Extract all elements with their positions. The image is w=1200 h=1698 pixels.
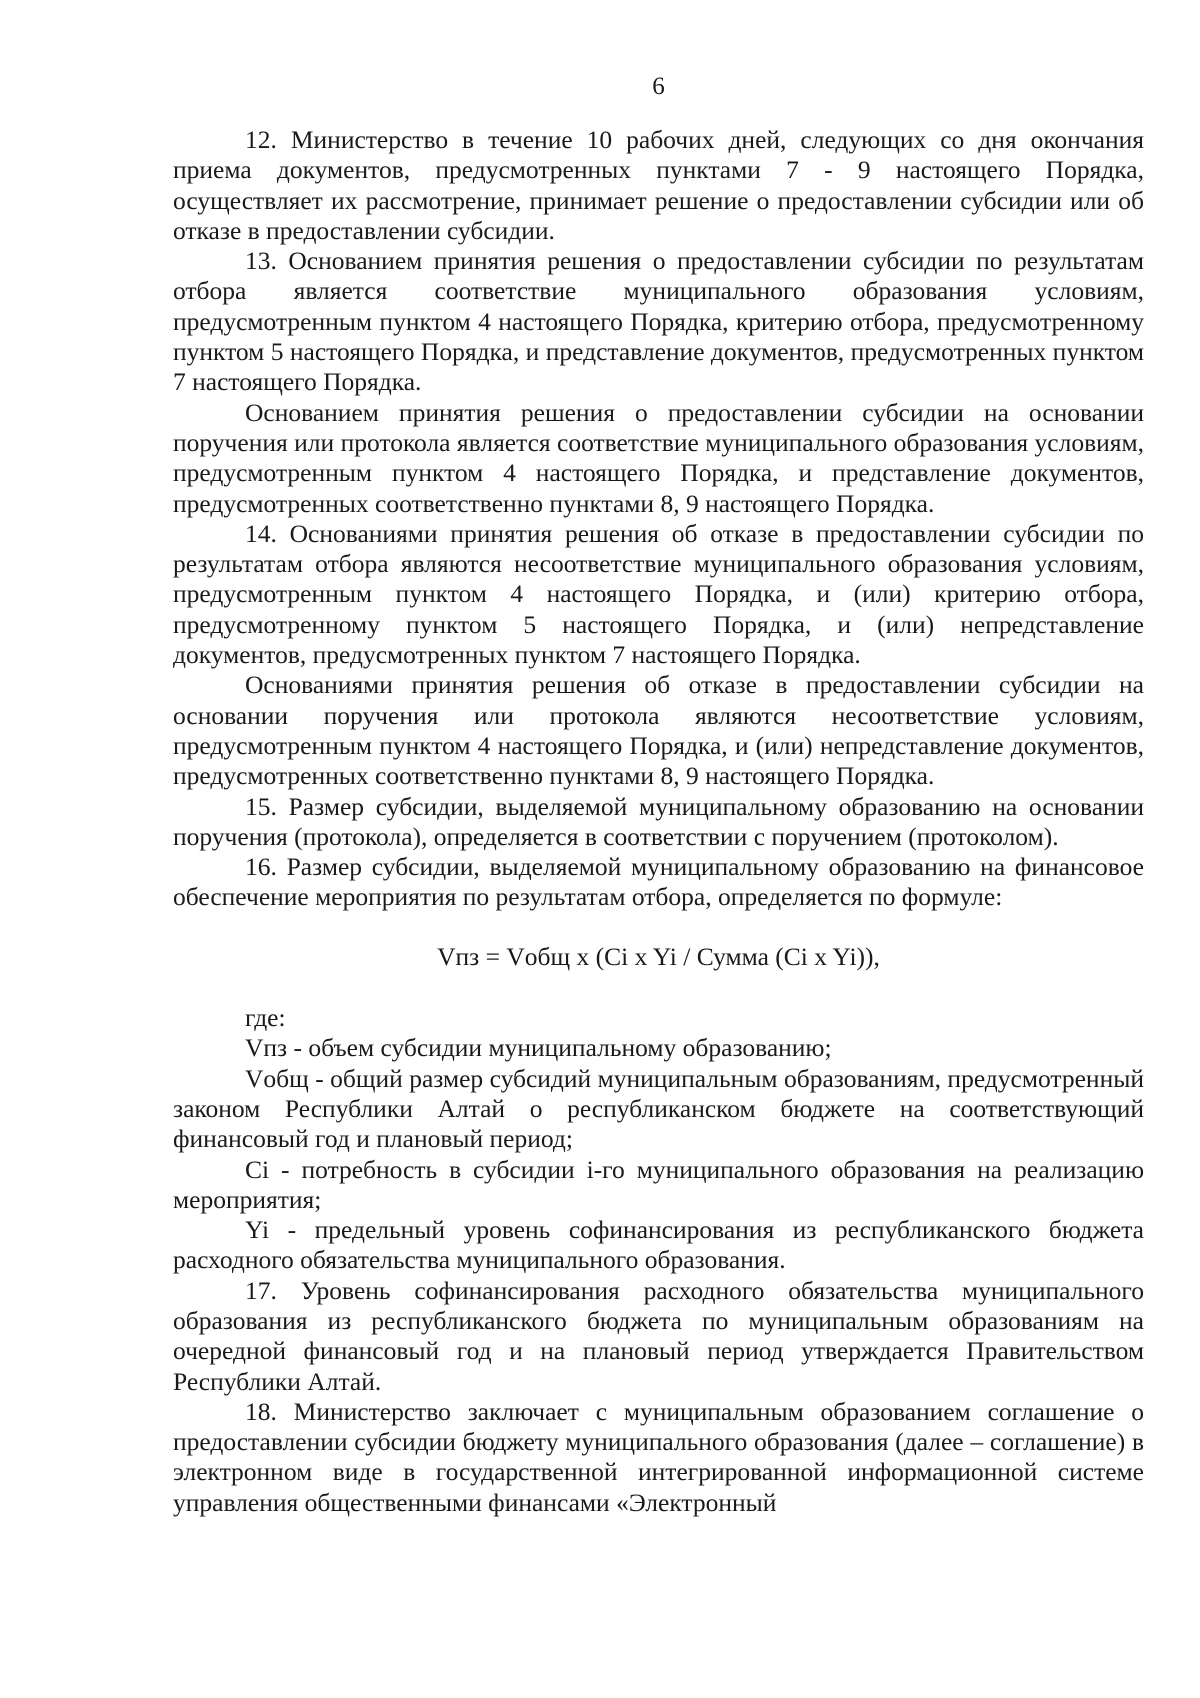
paragraph-13-second: Основанием принятия решения о предоставлении субсидии на основании поручения или протокола является соответствие муниципального образования условиям, предусмотренным пунктом 4 настоящего Порядка, и представление документов, предусмотренных соответственно пунктами 8, 9 настоящего Порядка. xyxy=(173,397,1144,518)
paragraph-15: 15. Размер субсидии, выделяемой муниципальному образованию на основании поручения (протокола), определяется в соответствии с поручением (протоколом). xyxy=(173,791,1144,851)
paragraph-16: 16. Размер субсидии, выделяемой муниципальному образованию на финансовое обеспечение мероприятия по результатам отбора, определяется по формуле: xyxy=(173,852,1144,912)
paragraph-14-second: Основаниями принятия решения об отказе в предоставлении субсидии на основании поручения или протокола являются несоответствие условиям, предусмотренным пунктом 4 настоящего Порядка, и (или) непредставление документов, предусмотренных соответственно пунктами 8, 9 настоящего Порядка. xyxy=(173,670,1144,791)
subsidy-formula: Vпз = Vобщ x (Ci x Yi / Сумма (Ci x Yi)), xyxy=(437,941,880,971)
paragraph-12: 12. Министерство в течение 10 рабочих дней, следующих со дня окончания приема документов, предусмотренных пунктами 7 - 9 настоящего Порядка, осуществляет их рассмотрение, принимает решение о предоставлении субсидии или об отказе в предоставлении субсидии. xyxy=(173,125,1144,245)
definition-yi: Yi - предельный уровень софинансирования из республиканского бюджета расходного обязательства муниципального образования. xyxy=(173,1215,1144,1275)
definition-where: где: xyxy=(245,1003,286,1033)
definition-vpz: Vпз - объем субсидии муниципальному образованию; xyxy=(245,1033,832,1063)
document-body xyxy=(173,125,1144,1518)
paragraph-17: 17. Уровень софинансирования расходного обязательства муниципального образования из республиканского бюджета по муниципальным образованиям на очередной финансовый год и на плановый период утверждается Правительством Республики Алтай. xyxy=(173,1275,1144,1396)
paragraph-14: 14. Основаниями принятия решения об отказе в предоставлении субсидии по результатам отбора являются несоответствие муниципального образования условиям, предусмотренным пунктом 4 настоящего Порядка, и (или) критерию отбора, предусмотренному пунктом 5 настоящего Порядка, и (или) непредставление документов, предусмотренных пунктом 7 настоящего Порядка. xyxy=(173,518,1144,670)
paragraph-13: 13. Основанием принятия решения о предоставлении субсидии по результатам отбора является соответствие муниципального образования условиям, предусмотренным пунктом 4 настоящего Порядка, критерию отбора, предусмотренному пунктом 5 настоящего Порядка, и представление документов, предусмотренных пунктом 7 настоящего Порядка. xyxy=(173,246,1144,397)
definition-vobsch: Vобщ - общий размер субсидий муниципальным образованиям, предусмотренный законом Республики Алтай о республиканском бюджете на соответствующий финансовый год и плановый период; xyxy=(173,1063,1144,1154)
page-number: 6 xyxy=(652,73,665,100)
definition-ci: Ci - потребность в субсидии i-го муниципального образования на реализацию мероприятия; xyxy=(173,1154,1144,1214)
paragraph-18: 18. Министерство заключает с муниципальным образованием соглашение о предоставлении субсидии бюджету муниципального образования (далее – соглашение) в электронном виде в государственной интегрированной информационной системе управления общественными финансами «Электронный xyxy=(173,1396,1144,1517)
